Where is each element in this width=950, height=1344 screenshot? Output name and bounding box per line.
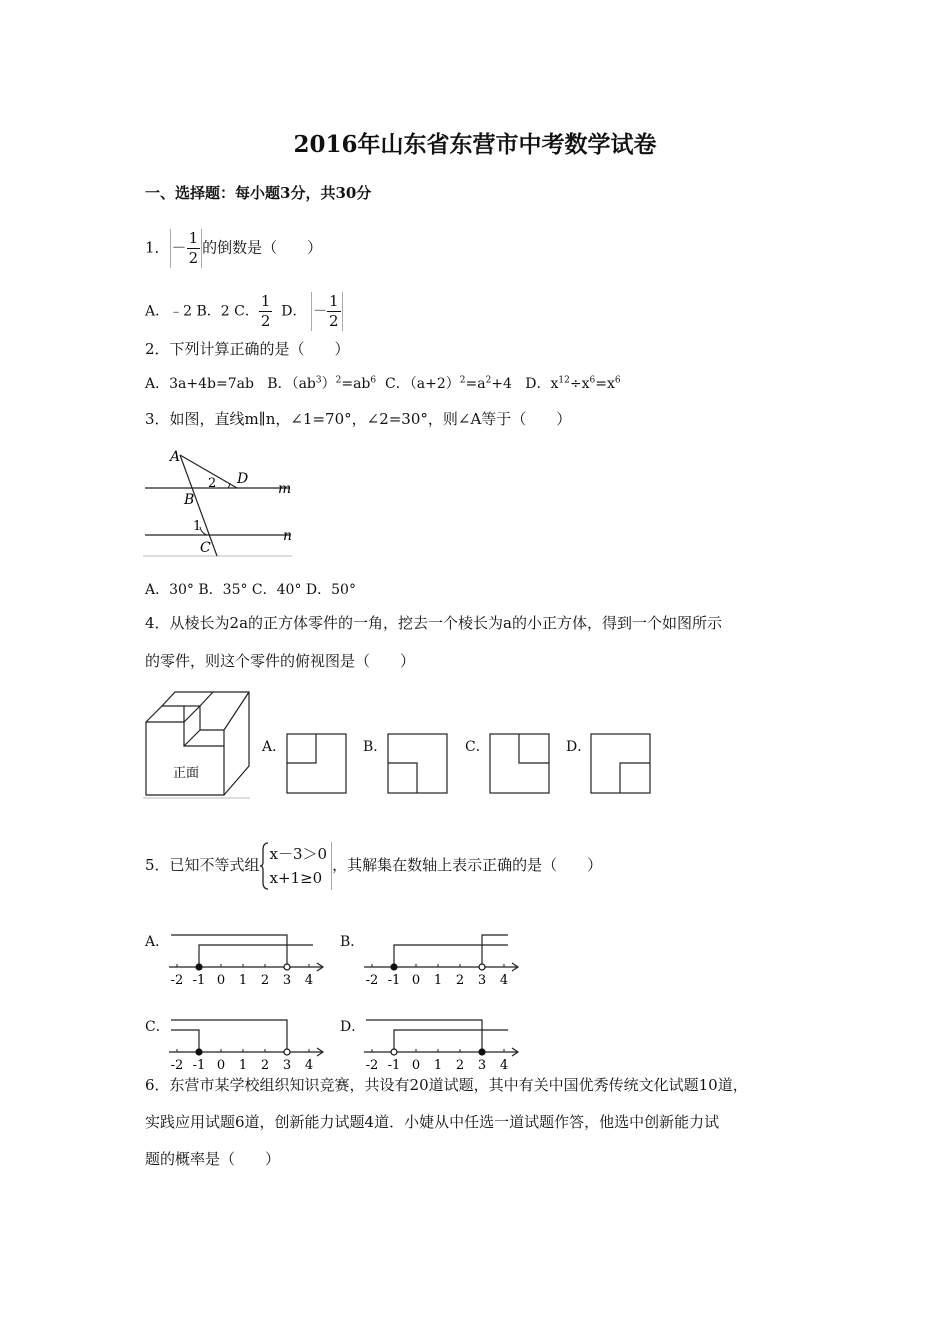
q4-stem-line1: 4．从棱长为2a的正方体零件的一角，挖去一个棱长为a的小正方体，得到一个如图所示: [145, 614, 722, 632]
label-a: A: [170, 449, 181, 465]
q4-option-b-label: B．: [363, 739, 388, 755]
q1-minus: －: [171, 238, 187, 257]
brace-icon: [260, 842, 270, 890]
open-point: [284, 1049, 290, 1055]
label-m: m: [278, 481, 292, 497]
q5-stem-post: ，其解集在数轴上表示正确的是（ ）: [332, 856, 603, 874]
section-heading: 一、选择题：每小题3分，共30分: [145, 184, 372, 202]
tick-label: 0: [216, 973, 226, 988]
q6-line-2: 实践应用试题6道，创新能力试题4道．小婕从中任选一道试题作答，他选中创新能力试: [145, 1113, 720, 1131]
tick-label: 0: [411, 1058, 421, 1073]
tick-label: 3: [477, 1058, 487, 1073]
q1-numerator: 1: [188, 229, 199, 247]
solution-ray: [199, 945, 313, 967]
q5-option-d-numberline: [360, 1010, 525, 1075]
solution-ray: [171, 935, 287, 967]
page-title: 2016年山东省东营市中考数学试卷: [293, 131, 657, 158]
q1-d-numerator: 1: [328, 292, 339, 310]
solution-ray: [366, 1020, 482, 1052]
open-point: [284, 964, 290, 970]
tick-label: 2: [260, 973, 270, 988]
tick-label: 4: [304, 973, 314, 988]
solution-ray: [394, 945, 508, 967]
q4-option-a-label: A．: [262, 739, 287, 755]
q4-option-a-view: [286, 733, 348, 795]
q4-solid-figure: [140, 688, 255, 800]
label-angle-2: 2: [208, 476, 217, 491]
q6-line-3: 题的概率是（ ）: [145, 1150, 281, 1168]
closed-point: [479, 1049, 485, 1055]
q5-option-c-numberline: [165, 1010, 330, 1075]
tick-label: -1: [192, 1058, 206, 1073]
q4-option-d-label: D．: [566, 739, 592, 755]
tick-label: 1: [433, 1058, 443, 1073]
closed-point: [196, 964, 202, 970]
q1-denominator: 2: [188, 249, 199, 267]
front-label: 正面: [173, 766, 200, 781]
q5-inequality-2: x+1≥0: [269, 869, 323, 887]
q1-number: 1．: [145, 238, 170, 257]
tick-label: 2: [455, 973, 465, 988]
tick-label: 2: [260, 1058, 270, 1073]
open-point: [479, 964, 485, 970]
q2-option-c: C．$(a+2)^2=a^2+4$: [385, 375, 512, 392]
q2-options: [145, 373, 621, 393]
q5-option-b-numberline: [360, 925, 525, 990]
q1-options-ab: A．﹣2 B．2 C．: [145, 303, 259, 320]
label-c: C: [200, 540, 211, 556]
question-1: [145, 229, 322, 268]
solution-ray: [482, 935, 508, 967]
q4-option-c-view: [489, 733, 551, 795]
q6-line-1: 6．东营市某学校组织知识竞赛，共设有20道试题，其中有关中国优秀传统文化试题10道，: [145, 1076, 748, 1094]
q5-option-d-label: D．: [340, 1019, 366, 1035]
tick-label: 3: [477, 973, 487, 988]
tick-label: 1: [433, 973, 443, 988]
label-b: B: [184, 492, 195, 508]
tick-label: 2: [455, 1058, 465, 1073]
q2-stem: 2．下列计算正确的是（ ）: [145, 340, 350, 358]
tick-label: 0: [216, 1058, 226, 1073]
q5-inequality-1: x－3＞0: [269, 845, 328, 863]
solution-ray: [394, 1030, 508, 1052]
question-5: [145, 842, 602, 890]
label-n: n: [283, 528, 293, 544]
q3-figure: [140, 445, 300, 560]
q2-option-a: A．3a+4b=7ab: [145, 376, 254, 392]
open-point: [391, 1049, 397, 1055]
label-d: D: [237, 471, 249, 487]
tick-label: -2: [365, 973, 379, 988]
tick-label: 4: [304, 1058, 314, 1073]
q1-d-fraction: [311, 292, 343, 331]
tick-label: -1: [387, 973, 401, 988]
tick-label: 1: [238, 1058, 248, 1073]
tick-label: -2: [170, 1058, 184, 1073]
q1-options: [145, 292, 343, 331]
q1-fraction: [170, 229, 203, 268]
q5-option-a-numberline: [165, 925, 330, 990]
q5-option-c-label: C．: [145, 1019, 170, 1035]
q5-option-a-label: A．: [145, 934, 170, 950]
q1-d-label: D．: [281, 303, 307, 320]
label-angle-1: 1: [193, 519, 202, 534]
q4-option-d-view: [590, 733, 652, 795]
tick-label: -1: [387, 1058, 401, 1073]
q1-text: 的倒数是（ ）: [202, 238, 323, 257]
tick-label: -2: [170, 973, 184, 988]
q1-d-denominator: 2: [328, 312, 339, 330]
closed-point: [391, 964, 397, 970]
tick-label: 1: [238, 973, 248, 988]
q5-option-b-label: B．: [340, 934, 365, 950]
tick-label: -2: [365, 1058, 379, 1073]
q4-stem-line2: 的零件，则这个零件的俯视图是（ ）: [145, 652, 416, 670]
q2-option-b: B．$(ab^3)^2=ab^6$: [267, 375, 377, 392]
q5-system: [270, 842, 333, 890]
tick-label: 4: [499, 973, 509, 988]
q3-options: A．30° B．35° C．40° D．50°: [145, 582, 356, 598]
q3-stem: 3．如图，直线m∥n，∠1=70°，∠2=30°，则∠A等于（ ）: [145, 410, 572, 428]
closed-point: [196, 1049, 202, 1055]
tick-label: 4: [499, 1058, 509, 1073]
q1-c-denominator: 2: [260, 312, 271, 330]
q5-stem-pre: 5．已知不等式组: [145, 856, 260, 874]
tick-label: -1: [192, 973, 206, 988]
tick-label: 0: [411, 973, 421, 988]
q2-option-d: D．$x^{12}\div x^6=x^6$: [525, 375, 621, 392]
q1-d-minus: －: [312, 303, 327, 320]
q4-option-b-view: [387, 733, 449, 795]
q4-option-c-label: C．: [465, 739, 490, 755]
tick-label: 3: [282, 1058, 292, 1073]
q1-c-numerator: 1: [260, 292, 271, 310]
tick-label: 3: [282, 973, 292, 988]
solution-ray: [171, 1030, 199, 1052]
solution-ray: [171, 1020, 287, 1052]
